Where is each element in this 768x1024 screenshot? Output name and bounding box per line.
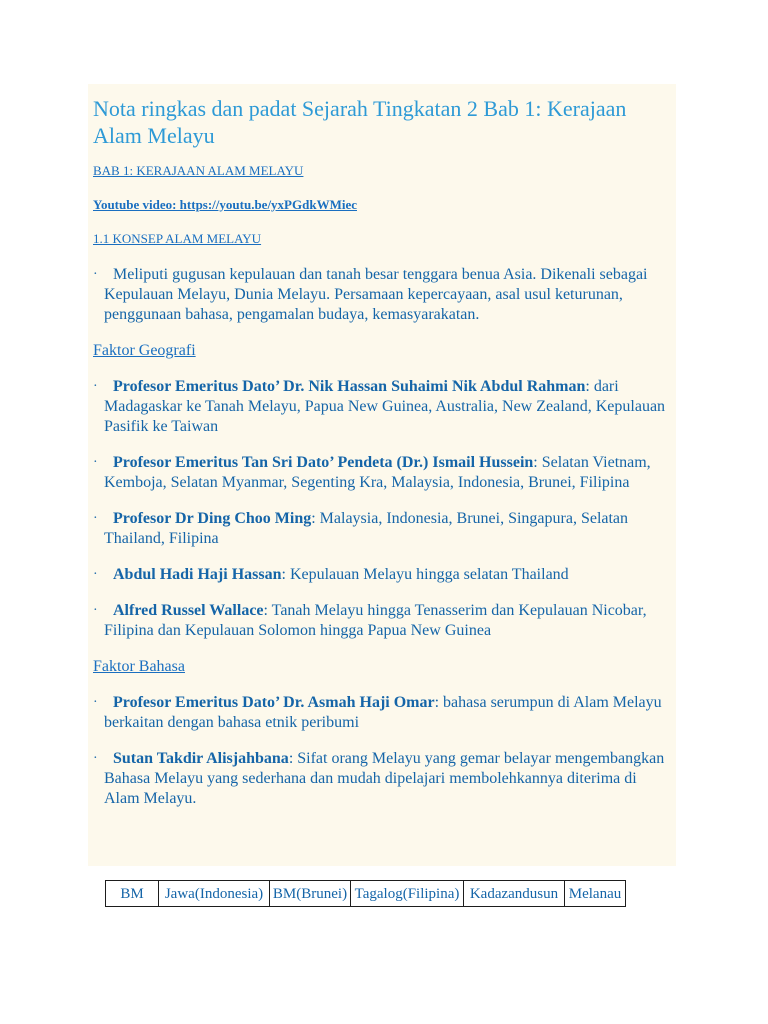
list-item — [93, 509, 673, 549]
table-header-cell: BM — [106, 881, 159, 907]
table-header-cell: Jawa(Indonesia) — [159, 881, 270, 907]
intro-text: Meliputi gugusan kepulauan dan tanah besar tenggara benua Asia. Dikenali sebagai Kepulauan Melayu, Dunia Melayu. Persamaan kepercayaan, asal usul keturunan, penggunaan bahasa, pengamalan budaya, kemasyarakatan. — [104, 266, 648, 323]
bullet-icon: · — [93, 695, 98, 710]
scholar-text: : Malaysia, Indonesia, Brunei, Singapura, Selatan Thailand, Filipina — [104, 510, 629, 547]
link-bab[interactable]: BAB 1: KERAJAAN ALAM MELAYU — [93, 163, 304, 178]
bullet-icon: · — [93, 455, 98, 470]
intro-bullet — [93, 265, 673, 325]
scholar-text: : Sifat orang Melayu yang gemar belayar mengembangkan Bahasa Melayu yang sederhana dan mudah dipelajari membolehkannya diterima di Alam Melayu. — [104, 750, 665, 807]
list-item — [93, 601, 673, 641]
scholar-name: Sutan Takdir Alisjahbana — [113, 750, 289, 767]
table-header-cell: Kadazandusun — [464, 881, 565, 907]
table-row — [106, 881, 626, 907]
page-title: Nota ringkas dan padat Sejarah Tingkatan 2 Bab 1: Kerajaan Alam Melayu — [93, 96, 627, 148]
scholar-name: Profesor Emeritus Dato’ Dr. Nik Hassan Suhaimi Nik Abdul Rahman — [113, 378, 586, 395]
list-item — [93, 453, 673, 493]
scholar-text: : dari Madagaskar ke Tanah Melayu, Papua New Guinea, Australia, New Zealand, Kepulauan Pasifik ke Taiwan — [104, 378, 666, 435]
bullet-icon: · — [93, 379, 98, 394]
scholar-name: Profesor Emeritus Dato’ Dr. Asmah Haji Omar — [113, 694, 435, 711]
list-item — [93, 749, 673, 809]
link-youtube[interactable]: Youtube video: https://youtu.be/yxPGdkWMiec — [93, 197, 357, 212]
heading-faktor-bahasa[interactable]: Faktor Bahasa — [93, 658, 185, 675]
bullet-icon: · — [93, 511, 98, 526]
scholar-text: : bahasa serumpun di Alam Melayu berkaitan dengan bahasa etnik peribumi — [104, 694, 662, 731]
document-content — [93, 95, 673, 825]
link-konsep[interactable]: 1.1 KONSEP ALAM MELAYU — [93, 231, 262, 246]
scholar-text: : Kepulauan Melayu hingga selatan Thailand — [281, 566, 569, 583]
list-item — [93, 693, 673, 733]
scholar-text: : Tanah Melayu hingga Tenasserim dan Kepulauan Nicobar, Filipina dan Kepulauan Solomon hingga Papua New Guinea — [104, 602, 647, 639]
bullet-icon: · — [93, 751, 98, 766]
table-header-cell: BM(Brunei) — [270, 881, 351, 907]
bullet-icon: · — [93, 267, 98, 282]
scholar-name: Profesor Emeritus Tan Sri Dato’ Pendeta (Dr.) Ismail Hussein — [113, 454, 534, 471]
scholar-name: Profesor Dr Ding Choo Ming — [113, 510, 312, 527]
list-item — [93, 565, 673, 585]
bullet-icon: · — [93, 603, 98, 618]
heading-faktor-geografi[interactable]: Faktor Geografi — [93, 342, 196, 359]
list-item — [93, 377, 673, 437]
scholar-name: Abdul Hadi Haji Hassan — [113, 566, 282, 583]
table-header-cell: Tagalog(Filipina) — [351, 881, 464, 907]
bullet-icon: · — [93, 567, 98, 582]
table-header-cell: Melanau — [565, 881, 626, 907]
scholar-text: : Selatan Vietnam, Kemboja, Selatan Myanmar, Segenting Kra, Malaysia, Indonesia, Brunei, Filipina — [104, 454, 651, 491]
scholar-name: Alfred Russel Wallace — [113, 602, 264, 619]
language-table — [105, 880, 626, 907]
